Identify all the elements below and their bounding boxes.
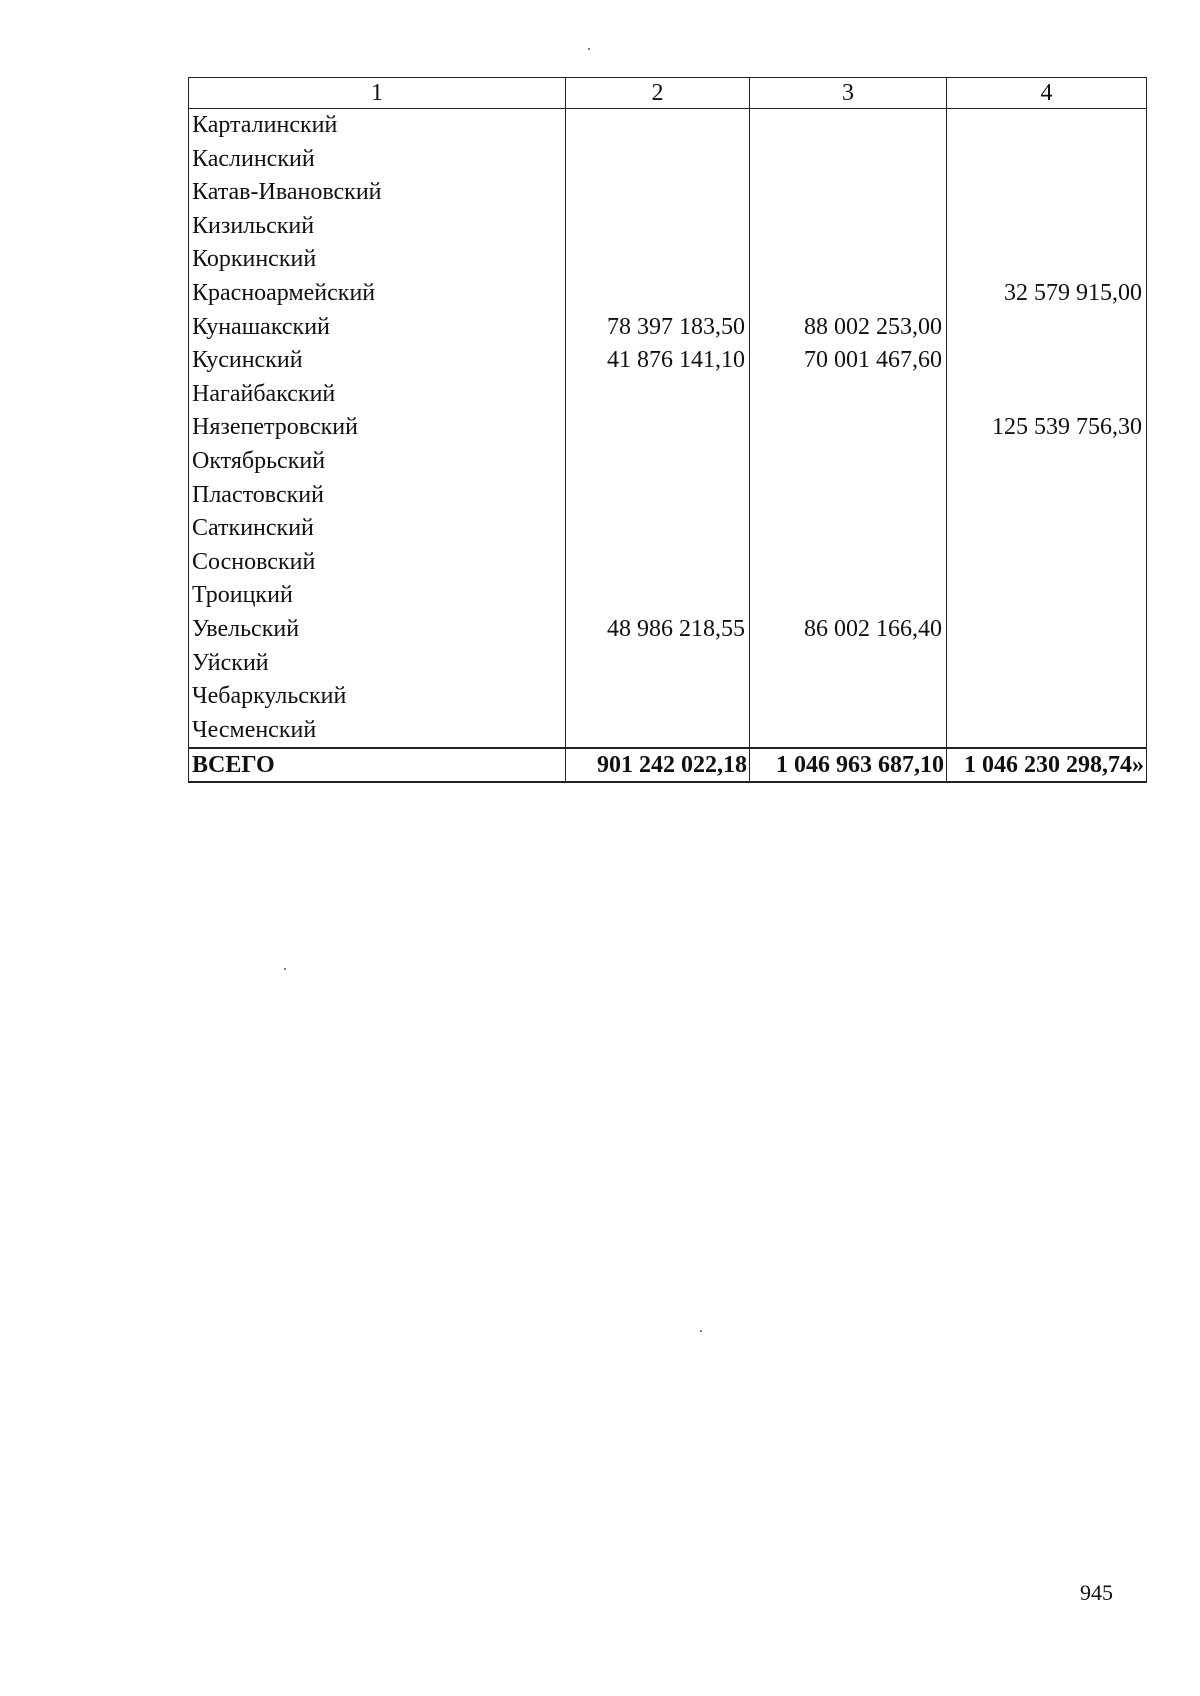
data-table: [188, 77, 1147, 783]
value-col-3: [750, 109, 947, 143]
value-col-3: 88 002 253,00: [750, 311, 947, 345]
district-name: Троицкий: [189, 579, 566, 613]
value-col-4: [947, 680, 1147, 714]
value-col-4: [947, 445, 1147, 479]
district-name: Чесменский: [189, 714, 566, 749]
value-col-4: [947, 579, 1147, 613]
total-label: ВСЕГО: [189, 748, 566, 782]
value-col-2: [566, 445, 750, 479]
value-col-3: [750, 512, 947, 546]
scan-speck: [588, 48, 590, 50]
value-col-3: [750, 143, 947, 177]
value-col-4: [947, 714, 1147, 749]
value-col-4: [947, 546, 1147, 580]
value-col-4: [947, 109, 1147, 143]
district-name: Чебаркульский: [189, 680, 566, 714]
value-col-4: [947, 512, 1147, 546]
value-col-2: [566, 411, 750, 445]
value-col-3: [750, 579, 947, 613]
district-name: Красноармейский: [189, 277, 566, 311]
table-row: [189, 210, 1147, 244]
page-number: 945: [1080, 1580, 1113, 1605]
column-header: 4: [947, 78, 1147, 109]
value-col-3: [750, 647, 947, 681]
value-col-3: 70 001 467,60: [750, 344, 947, 378]
value-col-4: [947, 647, 1147, 681]
table-row: [189, 277, 1147, 311]
district-name: Сосновский: [189, 546, 566, 580]
value-col-2: [566, 579, 750, 613]
value-col-3: [750, 378, 947, 412]
value-col-2: [566, 109, 750, 143]
total-col-3: 1 046 963 687,10: [750, 748, 947, 782]
table-row: [189, 579, 1147, 613]
column-header: 1: [189, 78, 566, 109]
district-name: Каслинский: [189, 143, 566, 177]
table-row: [189, 613, 1147, 647]
district-name: Катав-Ивановский: [189, 176, 566, 210]
value-col-2: [566, 546, 750, 580]
district-name: Пластовский: [189, 479, 566, 513]
value-col-3: [750, 479, 947, 513]
value-col-3: [750, 243, 947, 277]
value-col-3: [750, 210, 947, 244]
value-col-4: 32 579 915,00: [947, 277, 1147, 311]
scan-speck: [700, 1330, 702, 1332]
table-row: [189, 411, 1147, 445]
value-col-2: [566, 378, 750, 412]
table-row: [189, 680, 1147, 714]
value-col-3: 86 002 166,40: [750, 613, 947, 647]
value-col-4: [947, 378, 1147, 412]
table-footer: [189, 748, 1147, 782]
district-name: Кизильский: [189, 210, 566, 244]
district-name: Нязепетровский: [189, 411, 566, 445]
district-name: Саткинский: [189, 512, 566, 546]
value-col-4: [947, 479, 1147, 513]
value-col-2: [566, 714, 750, 749]
value-col-2: [566, 210, 750, 244]
value-col-2: 78 397 183,50: [566, 311, 750, 345]
value-col-3: [750, 176, 947, 210]
table-row: [189, 109, 1147, 143]
value-col-4: [947, 311, 1147, 345]
value-col-3: [750, 277, 947, 311]
value-col-2: [566, 479, 750, 513]
table-row: [189, 546, 1147, 580]
district-name: Кусинский: [189, 344, 566, 378]
table-row: [189, 176, 1147, 210]
value-col-2: [566, 176, 750, 210]
district-name: Коркинский: [189, 243, 566, 277]
table-row: [189, 378, 1147, 412]
district-name: Карталинский: [189, 109, 566, 143]
table-row: [189, 344, 1147, 378]
value-col-3: [750, 546, 947, 580]
value-col-4: [947, 243, 1147, 277]
value-col-2: [566, 243, 750, 277]
value-col-2: 48 986 218,55: [566, 613, 750, 647]
table-row: [189, 647, 1147, 681]
value-col-4: [947, 176, 1147, 210]
district-name: Кунашакский: [189, 311, 566, 345]
value-col-3: [750, 445, 947, 479]
table-row: [189, 445, 1147, 479]
value-col-4: [947, 613, 1147, 647]
column-header: 2: [566, 78, 750, 109]
table-row: [189, 512, 1147, 546]
scan-speck: [284, 968, 286, 970]
district-name: Уйский: [189, 647, 566, 681]
table-body: [189, 109, 1147, 749]
value-col-3: [750, 714, 947, 749]
value-col-2: [566, 277, 750, 311]
table-row: [189, 243, 1147, 277]
total-col-2: 901 242 022,18: [566, 748, 750, 782]
value-col-2: [566, 512, 750, 546]
district-name: Увельский: [189, 613, 566, 647]
total-row: [189, 748, 1147, 782]
column-header: 3: [750, 78, 947, 109]
value-col-2: 41 876 141,10: [566, 344, 750, 378]
district-name: Октябрьский: [189, 445, 566, 479]
table-header: [189, 78, 1147, 109]
header-row: [189, 78, 1147, 109]
total-col-4: 1 046 230 298,74»: [947, 748, 1147, 782]
table-row: [189, 714, 1147, 749]
value-col-3: [750, 411, 947, 445]
value-col-4: [947, 143, 1147, 177]
table-row: [189, 479, 1147, 513]
value-col-4: 125 539 756,30: [947, 411, 1147, 445]
value-col-2: [566, 143, 750, 177]
table-row: [189, 143, 1147, 177]
district-name: Нагайбакский: [189, 378, 566, 412]
value-col-3: [750, 680, 947, 714]
value-col-4: [947, 344, 1147, 378]
value-col-4: [947, 210, 1147, 244]
table-row: [189, 311, 1147, 345]
value-col-2: [566, 647, 750, 681]
value-col-2: [566, 680, 750, 714]
